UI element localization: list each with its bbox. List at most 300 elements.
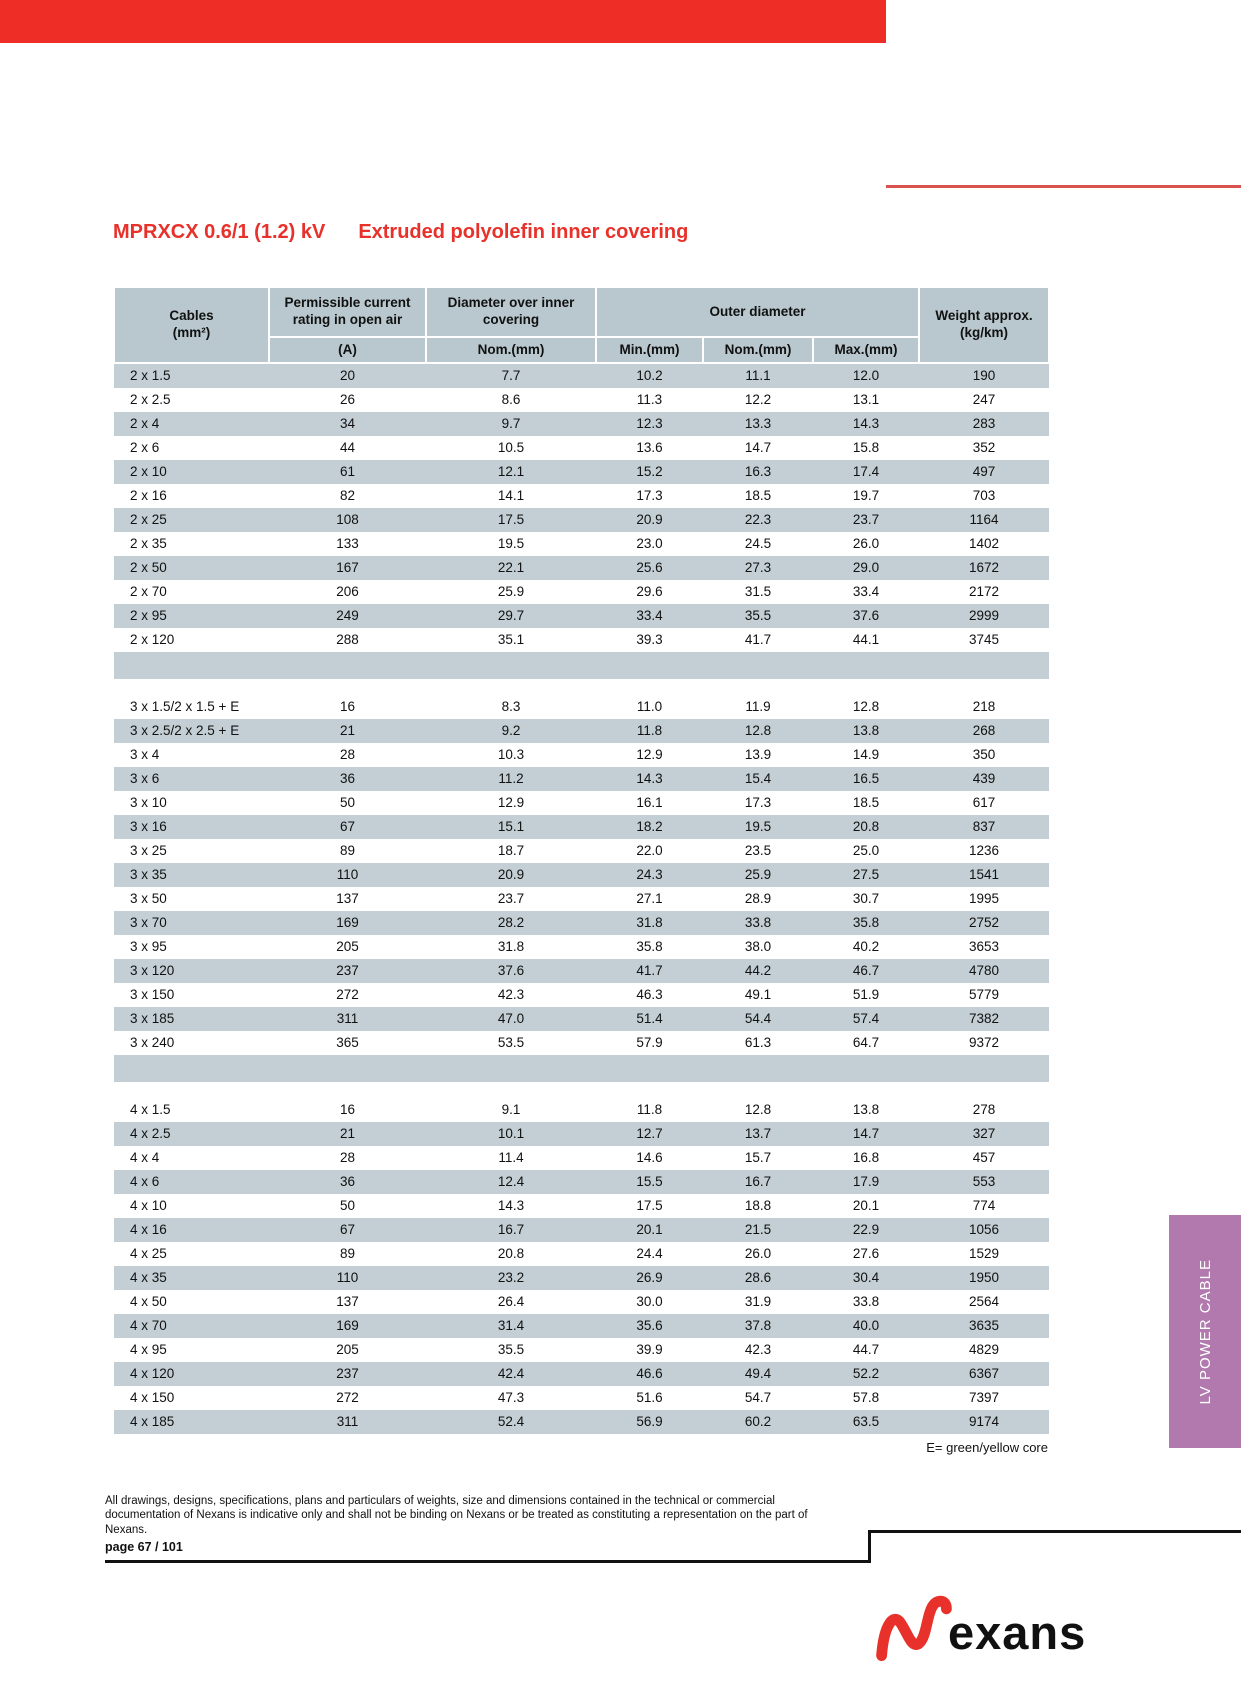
cable-size-cell: 2 x 4 [114,412,269,436]
table-row [114,887,1049,911]
value-cell: 311 [269,1410,426,1434]
value-cell: 237 [269,959,426,983]
value-cell: 1672 [919,556,1049,580]
value-cell: 26 [339,392,356,407]
value-cell: 7.7 [426,363,596,388]
table-row [114,508,1049,532]
col-header-cables-label: Cables [169,308,214,324]
cable-size-cell: 4 x 150 [130,1390,175,1405]
value-cell: 47.0 [426,1007,596,1031]
value-cell: 1056 [919,1218,1049,1242]
value-cell: 9372 [968,1035,1000,1050]
value-cell: 19.5 [703,815,813,839]
table-row [114,983,1049,1007]
value-cell: 15.1 [426,815,596,839]
table-row [114,1290,1049,1314]
value-cell: 25.0 [852,843,880,858]
value-cell: 553 [919,1170,1049,1194]
value-cell: 28 [339,1150,356,1165]
value-cell: 327 [919,1122,1049,1146]
value-cell: 4829 [968,1342,1000,1357]
value-cell: 20.8 [813,815,919,839]
value-cell: 31.4 [426,1314,596,1338]
value-cell: 14.3 [596,767,703,791]
nexans-wordmark: exans [948,1606,1087,1659]
cable-size-cell: 3 x 50 [130,891,167,906]
value-cell: 26.0 [744,1246,772,1261]
value-cell: 12.3 [596,412,703,436]
value-cell: 28 [339,747,356,762]
cable-size-cell: 4 x 120 [114,1362,269,1386]
value-cell: 439 [919,767,1049,791]
value-cell: 46.7 [813,959,919,983]
value-cell: 617 [972,795,996,810]
value-cell: 6367 [919,1362,1049,1386]
value-cell: 20.9 [596,508,703,532]
table-row [114,791,1049,815]
value-cell: 18.7 [497,843,525,858]
cable-size-cell: 4 x 185 [114,1410,269,1434]
value-cell: 63.5 [813,1410,919,1434]
value-cell: 14.7 [813,1122,919,1146]
spec-table-body [114,363,1049,1434]
value-cell: 21 [269,1122,426,1146]
value-cell: 37.8 [703,1314,813,1338]
value-cell: 247 [972,392,996,407]
value-cell: 9174 [919,1410,1049,1434]
value-cell: 3653 [968,939,1000,954]
value-cell: 21.5 [703,1218,813,1242]
value-cell: 1236 [968,843,1000,858]
table-row [114,532,1049,556]
cable-size-cell: 3 x 120 [114,959,269,983]
value-cell: 50 [339,795,356,810]
table-row [114,959,1049,983]
value-cell: 46.3 [636,987,663,1002]
value-cell: 61 [269,460,426,484]
value-cell: 28.6 [703,1266,813,1290]
value-cell: 31.5 [744,584,772,599]
col-subheader-current-unit: (A) [269,337,426,363]
value-cell: 206 [336,584,359,599]
value-cell: 20.1 [596,1218,703,1242]
value-cell: 41.7 [596,959,703,983]
value-cell: 36 [269,767,426,791]
value-cell: 17.3 [744,795,772,810]
value-cell: 18.2 [596,815,703,839]
cable-size-cell: 2 x 95 [114,604,269,628]
table-row [114,743,1049,767]
value-cell: 30.0 [636,1294,663,1309]
table-row [114,815,1049,839]
cable-size-cell: 3 x 10 [130,795,167,810]
col-subheader-outer-min: Min.(mm) [596,337,703,363]
cable-size-cell: 4 x 16 [114,1218,269,1242]
cable-size-cell: 2 x 16 [130,488,167,503]
value-cell: 12.4 [426,1170,596,1194]
value-cell: 2752 [919,911,1049,935]
value-cell: 31.8 [596,911,703,935]
value-cell: 37.6 [813,604,919,628]
value-cell: 1995 [968,891,1000,906]
value-cell: 20 [269,363,426,388]
value-cell: 51.4 [596,1007,703,1031]
value-cell: 3635 [919,1314,1049,1338]
cable-size-cell: 3 x 70 [114,911,269,935]
value-cell: 40.2 [852,939,880,954]
cable-size-cell: 2 x 25 [114,508,269,532]
table-row [114,628,1049,652]
value-cell: 25.9 [703,863,813,887]
value-cell: 1529 [968,1246,1000,1261]
section-separator-cell [114,1055,1049,1082]
table-row [114,911,1049,935]
value-cell: 10.3 [497,747,525,762]
value-cell: 19.5 [497,536,525,551]
value-cell: 64.7 [852,1035,880,1050]
page-title [113,221,688,244]
value-cell: 16.7 [426,1218,596,1242]
value-cell: 46.6 [596,1362,703,1386]
value-cell: 167 [269,556,426,580]
product-subtitle: Extruded polyolefin inner covering [358,221,689,244]
table-row [114,1218,1049,1242]
table-row [114,1266,1049,1290]
value-cell: 272 [336,987,359,1002]
value-cell: 47.3 [497,1390,525,1405]
value-cell: 23.7 [497,891,525,906]
value-cell: 23.7 [813,508,919,532]
cable-size-cell: 2 x 1.5 [114,363,269,388]
value-cell: 3745 [968,632,1000,647]
value-cell: 13.8 [813,719,919,743]
value-cell: 49.1 [744,987,772,1002]
value-cell: 53.5 [497,1035,525,1050]
value-cell: 249 [269,604,426,628]
value-cell: 19.7 [852,488,880,503]
value-cell: 9.7 [426,412,596,436]
value-cell: 82 [339,488,356,503]
value-cell: 190 [919,363,1049,388]
value-cell: 50 [339,1198,356,1213]
value-cell: 24.4 [636,1246,663,1261]
table-row [114,1170,1049,1194]
value-cell: 12.2 [744,392,772,407]
value-cell: 33.8 [852,1294,880,1309]
value-cell: 278 [972,1102,996,1117]
value-cell: 30.7 [852,891,880,906]
value-cell: 27.3 [703,556,813,580]
value-cell: 12.1 [426,460,596,484]
value-cell: 26.9 [596,1266,703,1290]
cable-size-cell: 4 x 95 [130,1342,167,1357]
value-cell: 13.6 [636,440,663,455]
value-cell: 35.5 [497,1342,525,1357]
table-row [114,460,1049,484]
value-cell: 54.7 [744,1390,772,1405]
value-cell: 15.7 [744,1150,772,1165]
value-cell: 14.1 [497,488,525,503]
value-cell: 38.0 [744,939,772,954]
cable-size-cell: 3 x 185 [114,1007,269,1031]
nexans-n-icon [872,1586,956,1670]
value-cell: 365 [336,1035,359,1050]
value-cell: 24.5 [744,536,772,551]
spec-table [113,286,1050,1434]
value-cell: 35.1 [497,632,525,647]
value-cell: 22.0 [636,843,663,858]
value-cell: 12.8 [744,1102,772,1117]
col-subheader-inner-nom: Nom.(mm) [426,337,596,363]
table-row [114,1242,1049,1266]
value-cell: 29.7 [426,604,596,628]
value-cell: 237 [269,1362,426,1386]
value-cell: 36 [269,1170,426,1194]
section-separator-cell [114,652,1049,679]
value-cell: 35.8 [636,939,663,954]
value-cell: 61.3 [744,1035,772,1050]
value-cell: 17.4 [813,460,919,484]
value-cell: 16.1 [636,795,663,810]
value-cell: 1164 [919,508,1049,532]
table-row [114,695,1049,719]
table-row [114,1362,1049,1386]
value-cell: 1402 [968,536,1000,551]
table-row [114,556,1049,580]
side-tab-lv-power-cable [1169,1215,1241,1448]
value-cell: 108 [269,508,426,532]
section-separator-cell [114,1082,1049,1098]
cable-size-cell: 4 x 25 [130,1246,167,1261]
value-cell: 39.3 [636,632,663,647]
table-row [114,1007,1049,1031]
value-cell: 23.2 [426,1266,596,1290]
cable-size-cell: 4 x 4 [130,1150,160,1165]
section-separator-row [114,1082,1049,1098]
table-row [114,1031,1049,1055]
side-tab-label: LV POWER CABLE [1196,1258,1214,1405]
col-header-weight [919,287,1049,363]
value-cell: 12.9 [497,795,525,810]
value-cell: 20.8 [497,1246,525,1261]
value-cell: 169 [269,911,426,935]
table-row [114,363,1049,388]
value-cell: 352 [972,440,996,455]
value-cell: 11.0 [636,699,663,714]
value-cell: 10.2 [596,363,703,388]
footer-rule-left [105,1560,868,1563]
value-cell: 20.1 [852,1198,880,1213]
table-row [114,767,1049,791]
value-cell: 137 [336,891,359,906]
value-cell: 51.9 [852,987,880,1002]
value-cell: 44.2 [703,959,813,983]
value-cell: 703 [972,488,996,503]
value-cell: 16.3 [703,460,813,484]
value-cell: 497 [919,460,1049,484]
value-cell: 7382 [919,1007,1049,1031]
value-cell: 11.1 [703,363,813,388]
value-cell: 272 [336,1390,359,1405]
table-row [114,436,1049,460]
value-cell: 169 [269,1314,426,1338]
cable-size-cell: 2 x 35 [130,536,167,551]
cable-size-cell: 3 x 35 [114,863,269,887]
table-row [114,1098,1049,1122]
value-cell: 457 [972,1150,996,1165]
value-cell: 26.0 [852,536,880,551]
cable-size-cell: 3 x 95 [130,939,167,954]
value-cell: 9.1 [501,1102,521,1117]
header-red-rule [886,185,1241,188]
cable-size-cell: 3 x 240 [130,1035,175,1050]
cable-size-cell: 2 x 2.5 [130,392,171,407]
value-cell: 13.3 [703,412,813,436]
value-cell: 29.6 [636,584,663,599]
value-cell: 8.6 [501,392,521,407]
value-cell: 21 [269,719,426,743]
value-cell: 13.1 [852,392,880,407]
value-cell: 15.2 [596,460,703,484]
value-cell: 10.1 [426,1122,596,1146]
value-cell: 17.3 [636,488,663,503]
value-cell: 22.9 [813,1218,919,1242]
value-cell: 42.4 [426,1362,596,1386]
value-cell: 133 [336,536,359,551]
value-cell: 14.3 [813,412,919,436]
value-cell: 20.9 [426,863,596,887]
value-cell: 17.9 [813,1170,919,1194]
value-cell: 34 [269,412,426,436]
table-row [114,412,1049,436]
value-cell: 15.5 [596,1170,703,1194]
value-cell: 30.4 [813,1266,919,1290]
cable-size-cell: 2 x 6 [130,440,160,455]
value-cell: 110 [269,1266,426,1290]
value-cell: 14.6 [636,1150,663,1165]
value-cell: 218 [972,699,996,714]
value-cell: 41.7 [744,632,772,647]
value-cell: 23.5 [744,843,772,858]
value-cell: 11.8 [636,1102,663,1117]
value-cell: 17.5 [636,1198,663,1213]
value-cell: 35.6 [596,1314,703,1338]
value-cell: 44 [339,440,356,455]
value-cell: 23.0 [636,536,663,551]
value-cell: 16.8 [852,1150,880,1165]
value-cell: 12.8 [852,699,880,714]
value-cell: 1950 [919,1266,1049,1290]
col-header-outer-diameter: Outer diameter [596,287,919,337]
cable-size-cell: 3 x 1.5/2 x 1.5 + E [130,699,240,714]
value-cell: 27.6 [852,1246,880,1261]
value-cell: 774 [972,1198,996,1213]
value-cell: 9.2 [426,719,596,743]
value-cell: 15.8 [852,440,880,455]
value-cell: 11.2 [426,767,596,791]
product-code: MPRXCX 0.6/1 (1.2) kV [113,221,326,244]
value-cell: 283 [919,412,1049,436]
header-red-bar [0,0,886,43]
value-cell: 14.7 [744,440,772,455]
col-header-cables [114,287,269,363]
section-separator-row [114,652,1049,679]
value-cell: 29.0 [813,556,919,580]
value-cell: 27.5 [813,863,919,887]
value-cell: 1541 [919,863,1049,887]
value-cell: 31.8 [497,939,525,954]
col-header-weight-label: Weight approx. [935,308,1033,324]
table-row [114,1314,1049,1338]
value-cell: 40.0 [813,1314,919,1338]
value-cell: 33.4 [596,604,703,628]
value-cell: 25.6 [596,556,703,580]
value-cell: 11.8 [596,719,703,743]
cable-size-cell: 4 x 6 [114,1170,269,1194]
value-cell: 7397 [968,1390,1000,1405]
value-cell: 268 [919,719,1049,743]
col-header-current: Permissible current rating in open air [269,287,426,337]
section-separator-row [114,1055,1049,1082]
value-cell: 137 [336,1294,359,1309]
value-cell: 16 [339,699,356,714]
table-row [114,1122,1049,1146]
value-cell: 56.9 [596,1410,703,1434]
value-cell: 33.8 [703,911,813,935]
value-cell: 4780 [919,959,1049,983]
value-cell: 39.9 [636,1342,663,1357]
page-number: page 67 / 101 [105,1540,183,1554]
table-row [114,1146,1049,1170]
value-cell: 837 [919,815,1049,839]
value-cell: 89 [339,1246,356,1261]
value-cell: 14.3 [497,1198,525,1213]
cable-size-cell: 2 x 50 [114,556,269,580]
value-cell: 11.9 [745,699,771,714]
nexans-logo [872,1578,1102,1670]
cable-size-cell: 3 x 2.5/2 x 2.5 + E [114,719,269,743]
value-cell: 11.4 [498,1150,524,1165]
value-cell: 54.4 [703,1007,813,1031]
cable-size-cell: 4 x 70 [114,1314,269,1338]
value-cell: 37.6 [426,959,596,983]
table-row [114,580,1049,604]
col-header-weight-unit: (kg/km) [959,325,1008,340]
col-header-cables-unit: (mm²) [172,325,211,340]
value-cell: 25.9 [497,584,525,599]
value-cell: 52.2 [813,1362,919,1386]
cable-size-cell: 2 x 120 [130,632,175,647]
value-cell: 57.4 [813,1007,919,1031]
spec-table-header [114,287,1049,363]
value-cell: 67 [269,815,426,839]
cable-size-cell: 4 x 2.5 [114,1122,269,1146]
value-cell: 57.8 [852,1390,880,1405]
table-row [114,1194,1049,1218]
value-cell: 28.9 [744,891,772,906]
value-cell: 67 [269,1218,426,1242]
table-row [114,1410,1049,1434]
value-cell: 31.9 [744,1294,772,1309]
value-cell: 44.7 [852,1342,880,1357]
value-cell: 22.1 [426,556,596,580]
cable-size-cell: 2 x 10 [114,460,269,484]
value-cell: 2172 [968,584,1000,599]
cable-size-cell: 2 x 70 [130,584,167,599]
value-cell: 12.7 [596,1122,703,1146]
value-cell: 12.9 [636,747,663,762]
table-row [114,604,1049,628]
